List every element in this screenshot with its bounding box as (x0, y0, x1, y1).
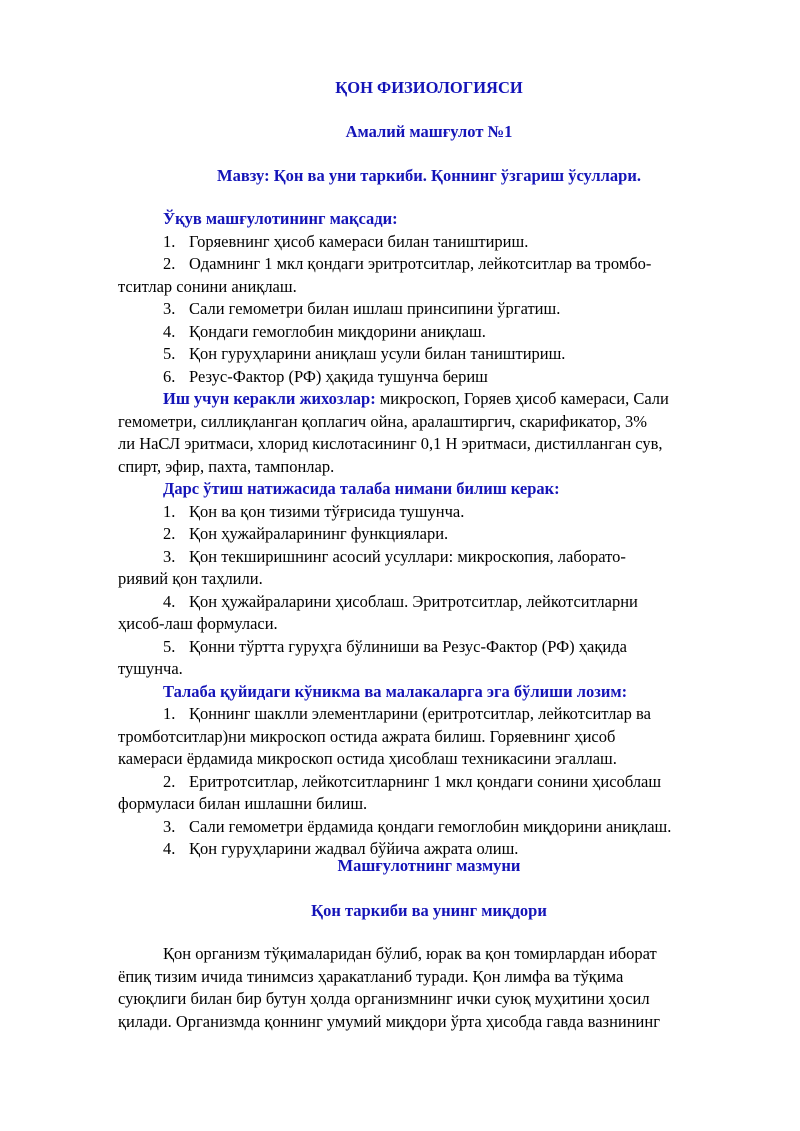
list-item-continuation: тромботситлар)ни микроскоп остида ажрата билиш. Горяевнинг ҳисоб (118, 726, 616, 746)
equipment-line: гемометри, силлиқланган қоплагич ойна, аралаштиргич, скарификатор, 3% (118, 411, 647, 431)
list-item: 4. Қондаги гемоглобин миқдорини аниқлаш. (163, 321, 486, 341)
list-item: 4. Қон гуруҳларини жадвал бўйича ажрата олиш. (163, 839, 519, 858)
list-item-continuation: ҳисоб-лаш формуласи. (118, 614, 278, 633)
list-item: 2. Еритротситлар, лейкотситларнинг 1 мкл қондаги сонини ҳисоблаш (163, 771, 662, 791)
section-title: Қон таркиби ва унинг миқдори (311, 901, 547, 920)
list-item: 6. Резус-Фактор (РФ) ҳақида тушунча бериш (163, 366, 488, 386)
paragraph-line: ёпиқ тизим ичида тинимсиз ҳаракатланиб туради. Қон лимфа ва тўқима (118, 966, 624, 986)
skills-heading: Талаба қуйидаги кўникма ва малакаларга эга бўлиши лозим: (163, 681, 628, 701)
list-item: 1. Қоннинг шаклли элементларини (еритротситлар, лейкотситлар ва (163, 704, 651, 723)
knowledge-heading: Дарс ўтиш натижасида талаба нимани билиш керак: (163, 479, 560, 498)
list-item-continuation: формуласи билан ишлашни билиш. (118, 794, 368, 813)
list-item: 1. Қон ва қон тизими тўғрисида тушунча. (163, 501, 465, 521)
paragraph-line: суюқлиги билан бир бутун ҳолда организмнинг ички суюқ муҳитини ҳосил (118, 989, 650, 1008)
practical-lesson-title: Амалий машғулот №1 (345, 122, 513, 141)
topic-title: Мавзу: Қон ва уни таркиби. Қоннинг ўзгариш ўсуллари. (217, 166, 641, 185)
equipment-line: ли НаСЛ эритмаси, хлорид кислотасининг 0,1 Н эритмаси, дистилланган сув, (118, 434, 663, 453)
goal-section (118, 208, 740, 861)
list-item: 2. Одамнинг 1 мкл қондаги эритротситлар, лейкотситлар ва тромбо- (163, 254, 652, 273)
list-item-continuation: камераси ёрдамида микроскоп остида ҳисоблаш техникасини эгаллаш. (118, 749, 617, 768)
list-item-continuation: тушунча. (118, 659, 183, 678)
paragraph-line: Қон организм тўқималаридан бўлиб, юрак ва қон томирлардан иборат (163, 944, 657, 963)
equipment-line: спирт, эфир, пахта, тампонлар. (118, 456, 335, 476)
document-title: ҚОН ФИЗИОЛОГИЯСИ (335, 78, 523, 97)
list-item-continuation: риявий қон таҳлили. (118, 569, 263, 588)
goal-heading: Ўқув машғулотининг мақсади: (163, 209, 398, 228)
list-item: 3. Қон текширишнинг асосий усуллари: микроскопия, лаборато- (163, 546, 626, 566)
list-item: 2. Қон ҳужайраларининг функциялари. (163, 524, 449, 543)
equipment-paragraph: Иш учун керакли жихозлар: микроскоп, Горяев ҳисоб камераси, Сали (163, 389, 669, 408)
list-item-continuation: тситлар сонини аниқлаш. (118, 276, 297, 296)
list-item: 5. Қон гуруҳларини аниқлаш усули билан таништириш. (163, 344, 566, 363)
list-item: 5. Қонни тўртта гуруҳга бўлиниши ва Резус-Фактор (РФ) ҳақида (163, 636, 627, 656)
equipment-heading: Иш учун керакли жихозлар: (163, 389, 376, 408)
list-item: 1. Горяевнинг ҳисоб камераси билан таништириш. (163, 231, 529, 251)
content-title: Машғулотнинг мазмуни (337, 856, 521, 875)
list-item: 3. Сали гемометри ёрдамида қондаги гемоглобин миқдорини аниқлаш. (163, 816, 672, 836)
list-item: 3. Сали гемометри билан ишлаш принсипини ўргатиш. (163, 299, 561, 318)
paragraph-line: қилади. Организмда қоннинг умумий миқдори ўрта ҳисобда гавда вазнининг (118, 1011, 660, 1031)
body-paragraph (118, 943, 740, 1033)
list-item: 4. Қон ҳужайраларини ҳисоблаш. Эритротситлар, лейкотситларни (163, 591, 638, 611)
